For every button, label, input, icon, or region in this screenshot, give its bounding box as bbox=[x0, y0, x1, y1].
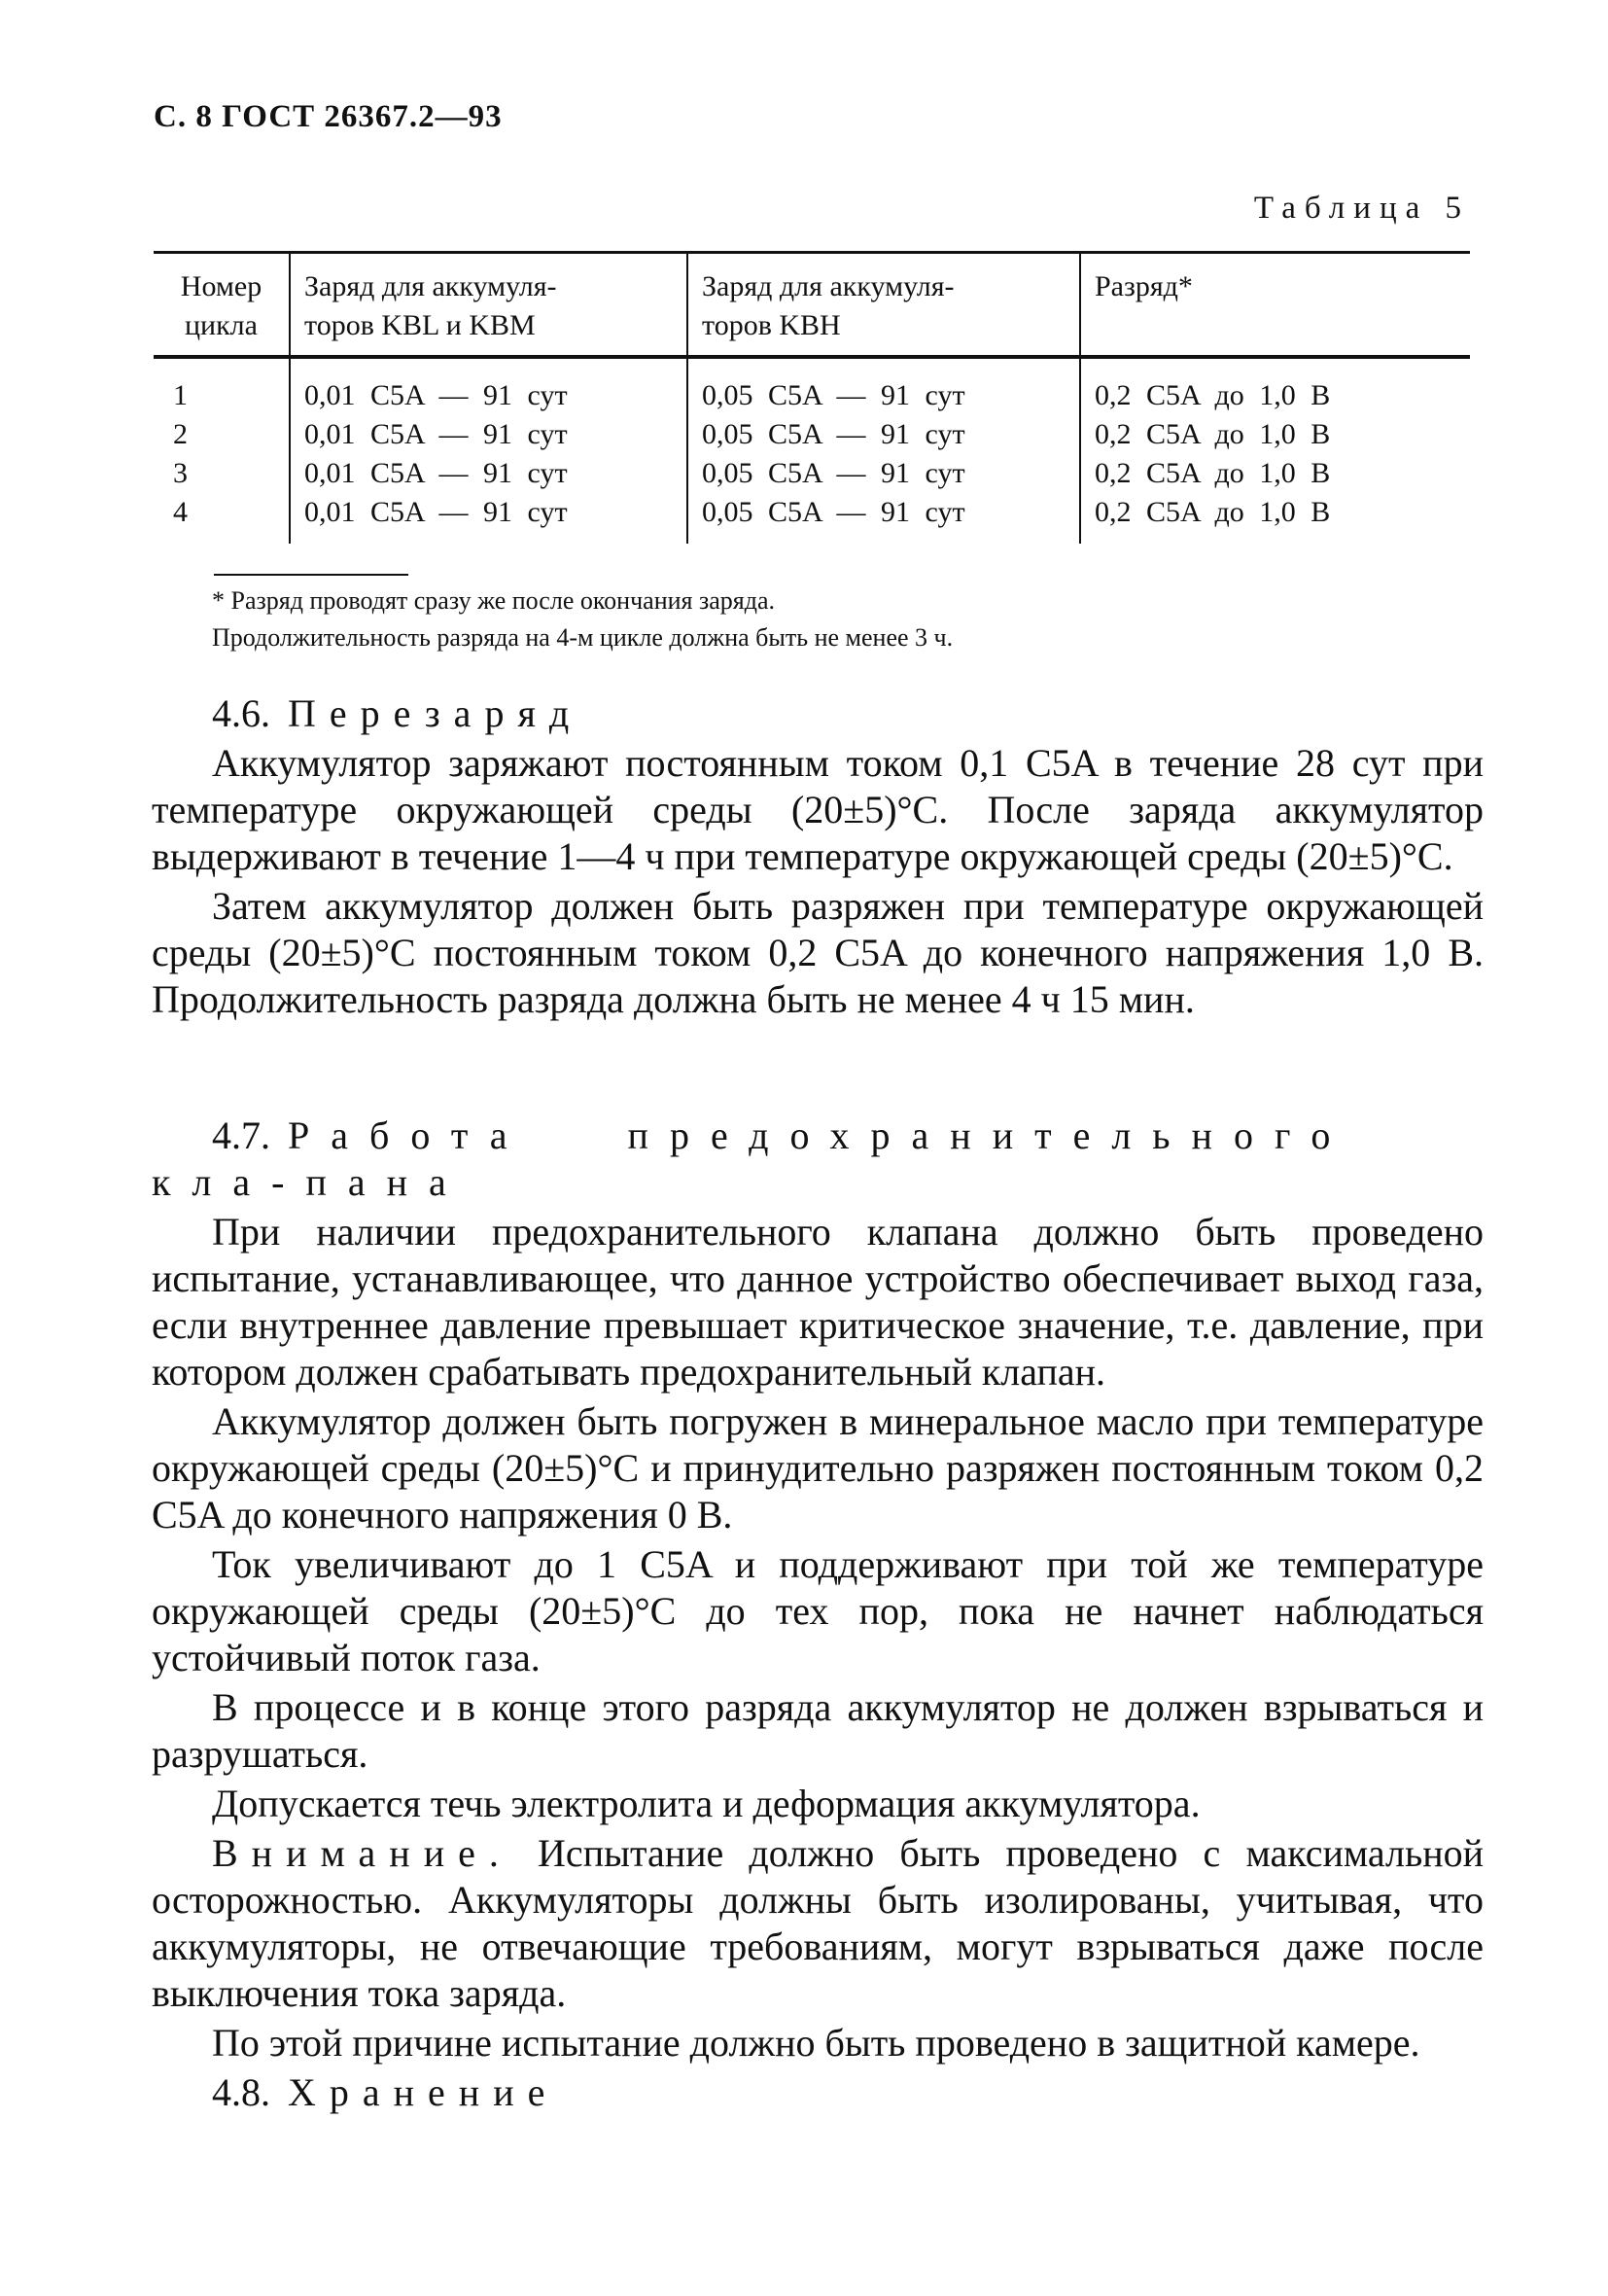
paragraph: Затем аккумулятор должен быть разряжен при температуре окружающей среды (20±5)°С постоянным током 0,2 C5A до конечного напряжения 1,0 В. Продолжительность разряда должна быть не менее 4 ч 15 мин. bbox=[152, 884, 1484, 1021]
page-header: С. 8 ГОСТ 26367.2—93 bbox=[154, 99, 503, 134]
footnote-1: * Разряд проводят сразу же после окончания заряда. bbox=[212, 586, 776, 615]
warning-label: Внимание. bbox=[212, 1831, 512, 1875]
paragraph: В процессе и в конце этого разряда аккумулятор не должен взрываться и разрушаться. bbox=[152, 1685, 1484, 1776]
column-header-charge-kbh: Заряд для аккумуля- торов KBH bbox=[687, 253, 1080, 358]
table-cell: 0,01 C5A — 91 сут bbox=[290, 454, 687, 493]
table-cell: 2 bbox=[173, 418, 188, 450]
table-cell: 0,05 C5A — 91 сут bbox=[687, 357, 1080, 415]
table-cell: 0,01 C5A — 91 сут bbox=[290, 357, 687, 415]
table-caption: Таблица 5 bbox=[1253, 191, 1470, 226]
column-header-charge-kbl-kbm: Заряд для аккумуля- торов KBL и KBM bbox=[290, 253, 687, 358]
column-header-cycle-number: Номер цикла bbox=[154, 253, 290, 358]
section-title: Перезаряд bbox=[288, 691, 583, 735]
section-heading: 4.7. Работа предохранительного кла-пана bbox=[152, 1113, 1352, 1204]
section-heading: 4.6. Перезаряд bbox=[212, 691, 583, 735]
column-header-discharge: Разряд* bbox=[1080, 253, 1470, 358]
warning-text: Испытание должно быть проведено с максимальной осторожностью. Аккумуляторы должны быть изолированы, учитывая, что аккумуляторы, не отвечающие требованиям, могут взрываться даже после выключения тока заряда. bbox=[152, 1831, 1485, 2015]
table-row bbox=[154, 357, 1470, 415]
table-cell: 0,05 C5A — 91 сут bbox=[687, 415, 1080, 454]
table-header-row bbox=[154, 253, 1470, 358]
table-cell: 0,2 C5A до 1,0 В bbox=[1080, 415, 1470, 454]
paragraph: Аккумулятор должен быть погружен в минеральное масло при температуре окружающей среды (20±5)°С и принудительно разряжен постоянным током 0,2 C5A до конечного напряжения 0 В. bbox=[152, 1399, 1484, 1537]
paragraph: По этой причине испытание должно быть проведено в защитной камере. bbox=[212, 2021, 1420, 2065]
table-cell: 0,2 C5A до 1,0 В bbox=[1080, 357, 1470, 415]
footnote-divider bbox=[214, 574, 408, 576]
section-4-6 bbox=[152, 690, 1484, 1026]
section-heading-4-8: 4.8. Хранение bbox=[212, 2070, 559, 2114]
table-cell: 0,01 C5A — 91 сут bbox=[290, 493, 687, 544]
table-cell: 0,05 C5A — 91 сут bbox=[687, 454, 1080, 493]
table-cell: 0,01 C5A — 91 сут bbox=[290, 415, 687, 454]
section-4-7 bbox=[152, 1113, 1484, 2119]
table-row bbox=[154, 493, 1470, 544]
paragraph: Ток увеличивают до 1 C5A и поддерживают при той же температуре окружающей среды (20±5)°С до тех пор, пока не начнет наблюдаться устойчивый поток газа. bbox=[152, 1542, 1484, 1679]
section-title: Хранение bbox=[288, 2070, 559, 2114]
table-row bbox=[154, 415, 1470, 454]
table-cell: 0,2 C5A до 1,0 В bbox=[1080, 493, 1470, 544]
table-cell: 4 bbox=[173, 496, 188, 528]
table-5 bbox=[154, 251, 1470, 544]
table-row bbox=[154, 454, 1470, 493]
paragraph: При наличии предохранительного клапана должно быть проведено испытание, устанавливающее, что данное устройство обеспечивает выход газа, если внутреннее давление превышает критическое значение, т.е. давление, при котором должен срабатывать предохранительный клапан. bbox=[152, 1210, 1484, 1394]
footnote-2: Продолжительность разряда на 4-м цикле должна быть не менее 3 ч. bbox=[212, 623, 954, 652]
table-cell: 1 bbox=[173, 379, 188, 411]
section-title: Работа предохранительного кла-пана bbox=[152, 1113, 1352, 1204]
table-cell: 0,2 C5A до 1,0 В bbox=[1080, 454, 1470, 493]
paragraph: Допускается течь электролита и деформация аккумулятора. bbox=[212, 1782, 1201, 1825]
paragraph: Аккумулятор заряжают постоянным током 0,1 C5A в течение 28 сут при температуре окружающей среды (20±5)°С. После заряда аккумулятор выдерживают в течение 1—4 ч при температуре окружающей среды (20±5)°С. bbox=[152, 741, 1484, 878]
table-cell: 3 bbox=[173, 457, 188, 489]
warning-paragraph bbox=[152, 1830, 1484, 2017]
table-cell: 0,05 C5A — 91 сут bbox=[687, 493, 1080, 544]
